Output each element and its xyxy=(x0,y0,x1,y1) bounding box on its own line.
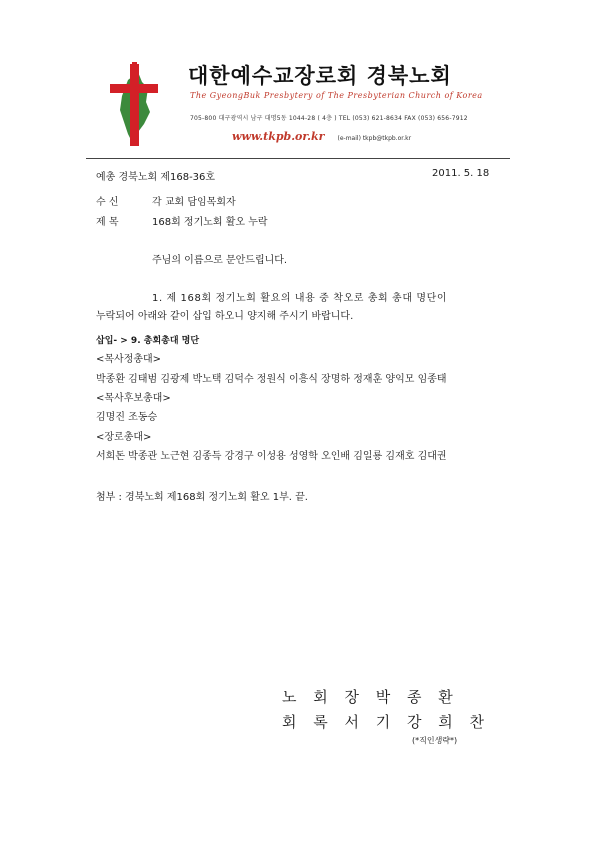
presbytery-logo xyxy=(108,62,160,148)
email-text: (e-mail) tkpb@tkpb.or.kr xyxy=(337,135,412,142)
clerk-signature: 회 록 서 기 강 희 찬 xyxy=(282,713,491,731)
insert-title: 삽입- > 9. 총회총대 명단 xyxy=(96,336,200,346)
contact-line xyxy=(232,125,411,144)
website-link[interactable]: www.tkpb.or.kr xyxy=(232,130,325,143)
seal-omitted-note: (*직인생략*) xyxy=(412,736,458,745)
moderator-signature: 노 회 장 박 종 환 xyxy=(282,688,459,706)
org-address: 705-800 대구광역시 남구 대명5동 1044-28 ( 4층 ) TEL (053) 621-8634 FAX (053) 656-7912 xyxy=(190,115,468,122)
subject-value: 168회 정기노회 활오 누락 xyxy=(152,217,268,228)
header-divider xyxy=(86,158,510,159)
subject-label: 제 목 xyxy=(96,217,119,228)
org-name: 대한예수교장로회 경북노회 xyxy=(188,63,452,88)
org-english-name: The GyeongBuk Presbytery of The Presbyterian Church of Korea xyxy=(190,91,483,100)
attachment-line: 첨부 : 경북노회 제168회 정기노회 활오 1부. 끝. xyxy=(96,492,308,503)
recipient-label: 수 신 xyxy=(96,197,119,208)
body-paragraph-line-1: 1. 제 168회 정기노회 활요의 내용 중 착오로 총회 총대 명단이 xyxy=(152,293,448,304)
body-paragraph-line-2: 누락되어 아래와 같이 삽입 하오니 양지해 주시기 바랍니다. xyxy=(96,311,354,322)
cross-map-icon xyxy=(108,62,160,148)
elder-delegates-header: <장로총대> xyxy=(96,432,152,443)
recipient-value: 각 교회 담임목회자 xyxy=(152,197,236,208)
candidate-delegates-names: 김명진 조동승 xyxy=(96,412,158,423)
elder-delegates-names: 서희돈 박종관 노근현 김종득 강경구 이성용 성영학 오인배 김일룡 김재호 김대권 xyxy=(96,451,447,462)
document-date: 2011. 5. 18 xyxy=(432,168,490,179)
pastor-delegates-header: <목사정총대> xyxy=(96,354,162,365)
pastor-delegates-names: 박종환 김태범 김광제 박노택 김덕수 정원식 이흥식 장명하 정재훈 양익모 임종태 xyxy=(96,374,447,385)
candidate-delegates-header: <목사후보총대> xyxy=(96,393,171,404)
document-number: 예총 경북노회 제168-36호 xyxy=(96,172,216,183)
greeting: 주님의 이름으로 문안드립니다. xyxy=(152,255,288,266)
